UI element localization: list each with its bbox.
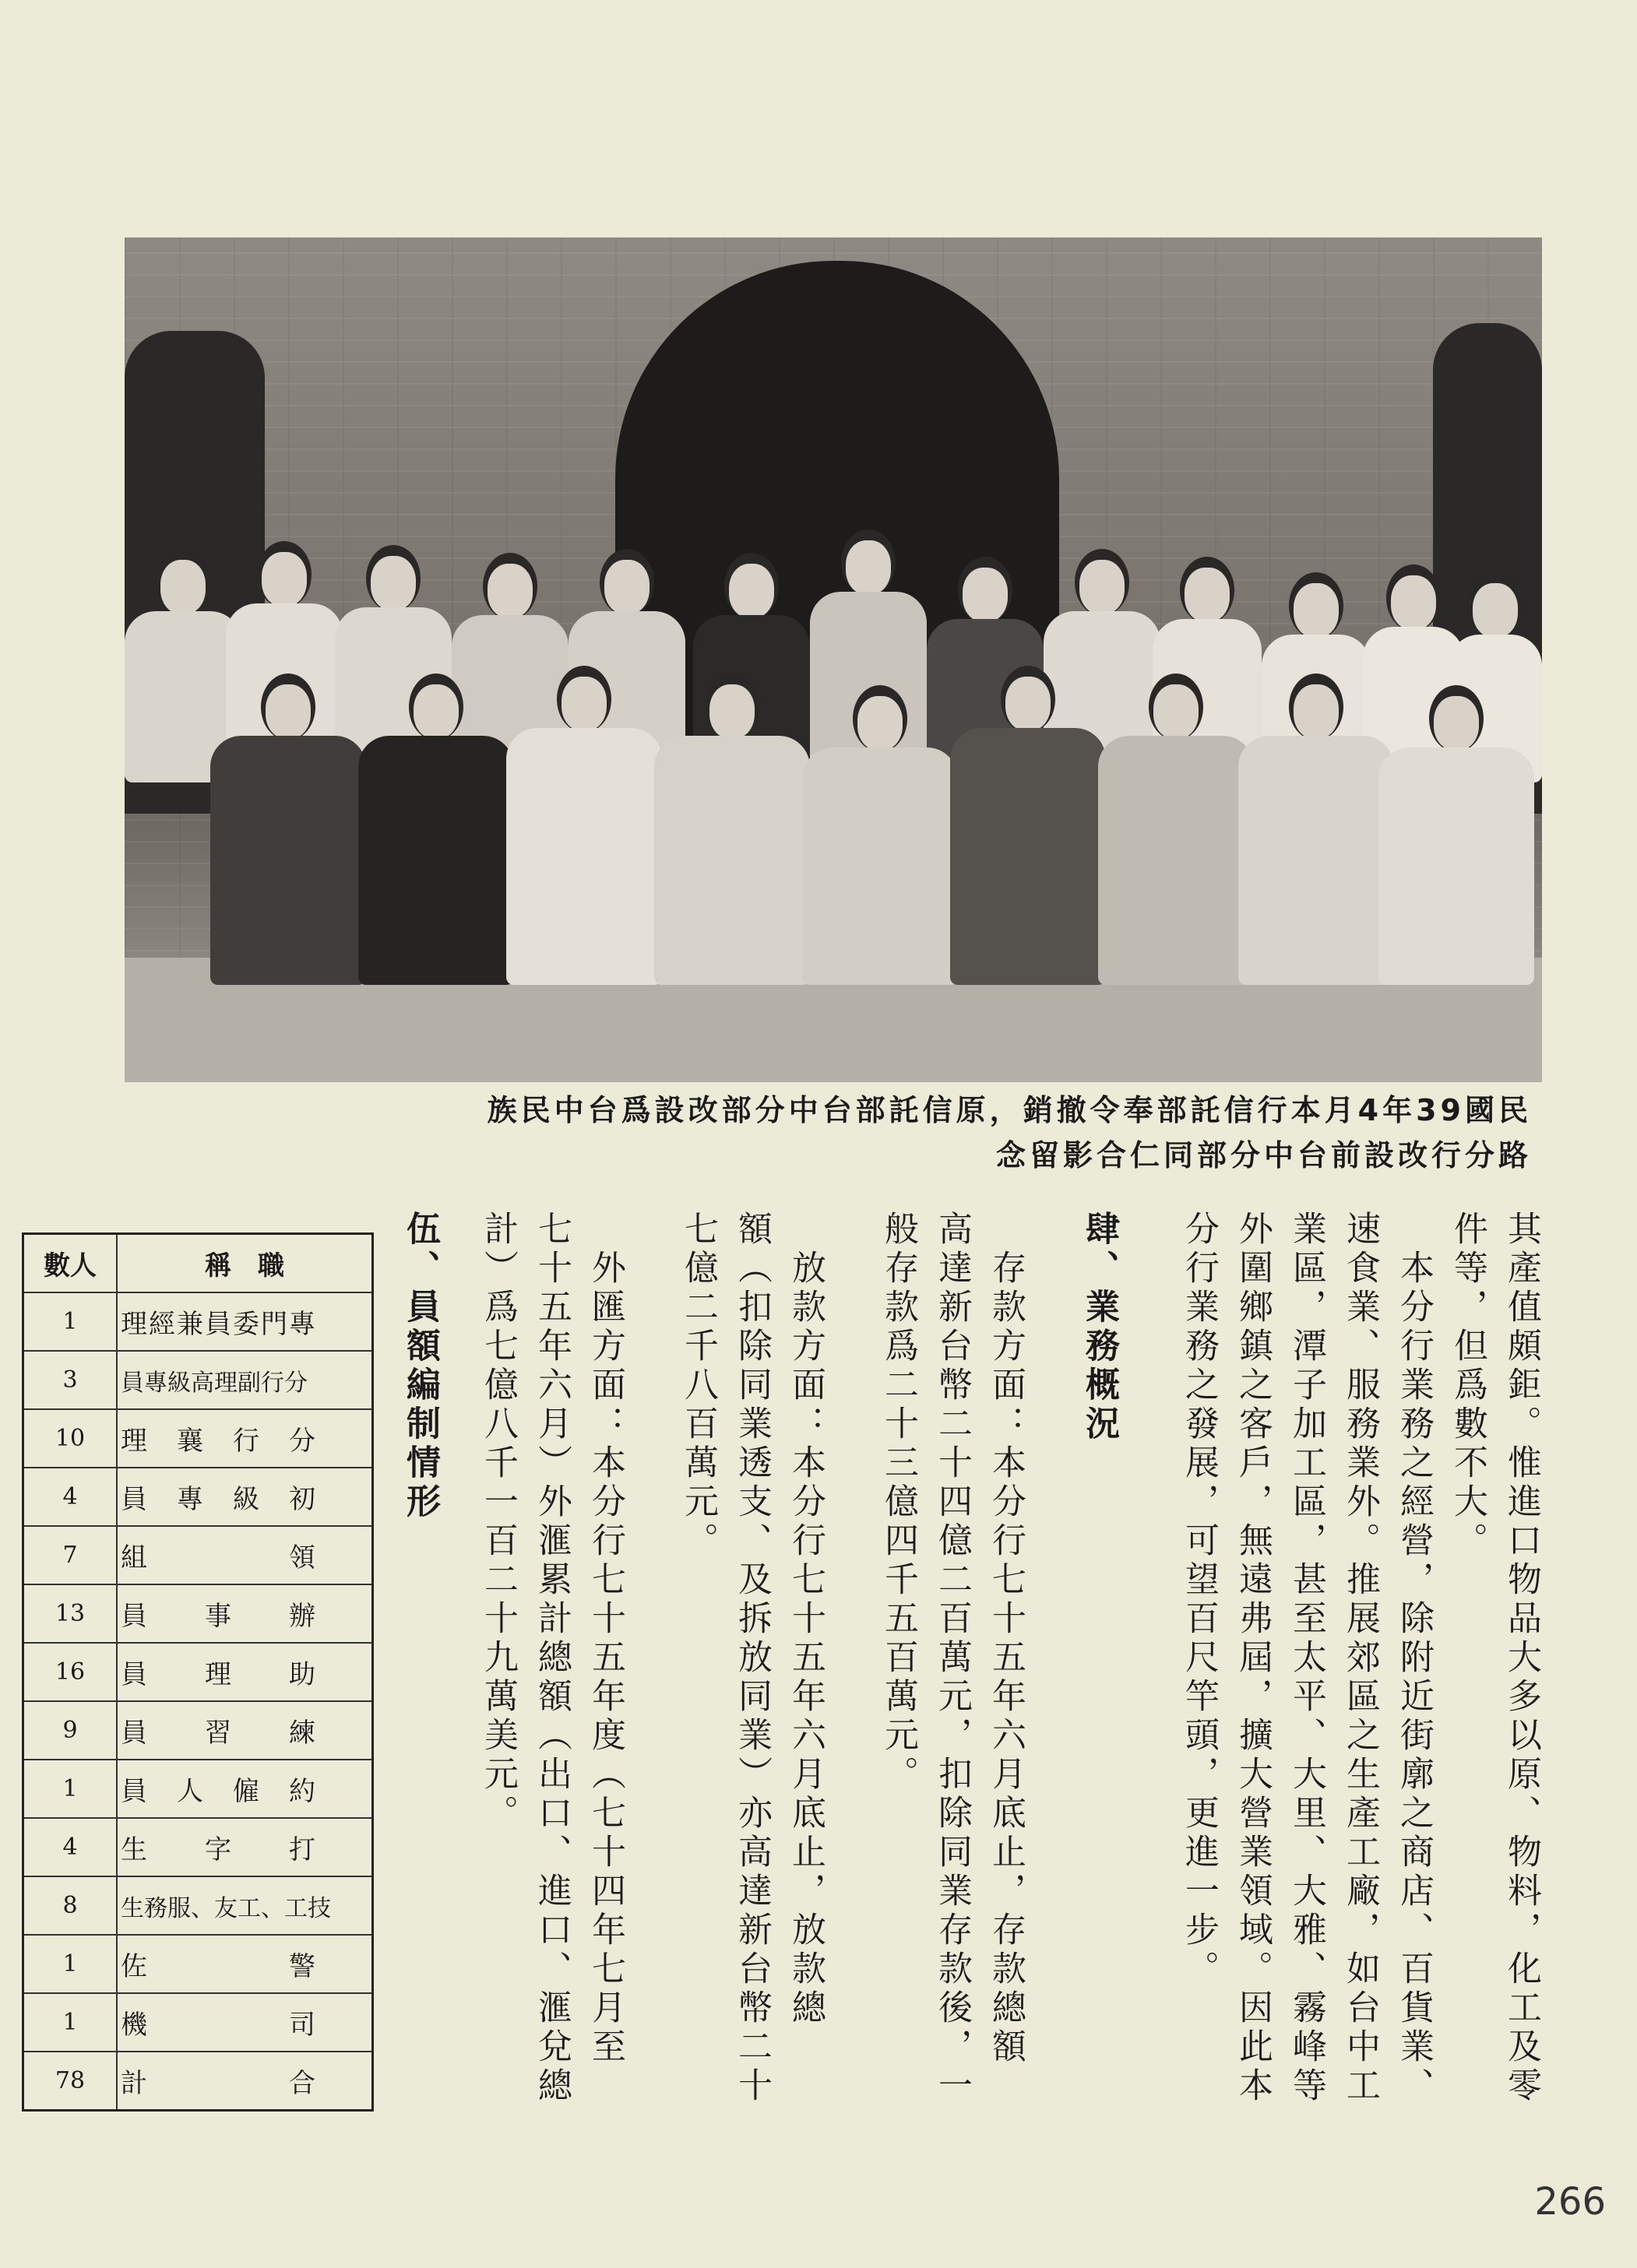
row-count: 1 xyxy=(23,1760,118,1818)
row-count: 1 xyxy=(23,1292,118,1351)
person xyxy=(654,673,810,985)
text-column: 速食業、服務業外。推展郊區之生產工廠，如台中工 xyxy=(1340,1211,1380,2106)
row-title: 員專級高理副行分 xyxy=(117,1351,373,1409)
row-title: 理經兼員委門專 xyxy=(117,1292,373,1351)
text-column: 件等，但爲數不大。 xyxy=(1448,1211,1487,1561)
table-row xyxy=(23,1818,373,1876)
text-column: 其產值頗鉅。惟進口物品大多以原、物料，化工及零 xyxy=(1501,1211,1541,2106)
section-heading-staffing: 伍、員額編制情形 xyxy=(400,1211,440,1522)
row-title: 員 人 僱 約 xyxy=(117,1760,373,1818)
row-title: 機 司 xyxy=(117,1993,373,2052)
row-count: 16 xyxy=(23,1643,118,1701)
page-number: 266 xyxy=(1534,2180,1606,2224)
staff-table xyxy=(22,1232,374,2112)
group-photo xyxy=(125,237,1542,1082)
text-column: 七十五年六月）外滙累計總額（出口、進口、滙兌總 xyxy=(532,1211,572,2106)
person xyxy=(1378,685,1534,985)
text-column: 分行業務之發展，可望百尺竿頭，更進一步。 xyxy=(1179,1211,1219,1989)
text-column: 額（扣除同業透支、及拆放同業）亦高達新台幣二十 xyxy=(732,1211,772,2106)
group-of-people xyxy=(125,549,1542,985)
table-row xyxy=(23,2052,373,2111)
table-row xyxy=(23,1584,373,1643)
row-title: 員 事 辦 xyxy=(117,1584,373,1643)
row-count: 10 xyxy=(23,1409,118,1468)
table-row xyxy=(23,1993,373,2052)
person xyxy=(802,685,958,985)
row-title: 組 領 xyxy=(117,1526,373,1584)
photo-caption-line-1: 族民中台爲設改部分中台部託信原，銷撤令奉部託信行本月4年39國民 xyxy=(487,1093,1532,1127)
row-count: 13 xyxy=(23,1584,118,1643)
table-row xyxy=(23,1292,373,1351)
section-heading-business: 肆、業務概況 xyxy=(1079,1211,1119,1444)
row-count: 1 xyxy=(23,1993,118,2052)
row-title: 生 字 打 xyxy=(117,1818,373,1876)
table-row xyxy=(23,1876,373,1935)
header-title: 稱 職 xyxy=(117,1234,373,1293)
person xyxy=(1238,673,1394,985)
row-count: 4 xyxy=(23,1468,118,1526)
row-title: 佐 警 xyxy=(117,1935,373,1993)
person xyxy=(1098,673,1254,985)
text-column: 般存款爲二十三億四千五百萬元。 xyxy=(878,1211,918,1795)
text-column: 本分行業務之經營，除附近街廓之商店、百貨業、 xyxy=(1394,1211,1434,2106)
text-column: 放款方面：本分行七十五年六月底止，放款總 xyxy=(786,1211,826,2028)
table-header-row xyxy=(23,1234,373,1293)
text-column: 存款方面：本分行七十五年六月底止，存款總額 xyxy=(986,1211,1026,2067)
row-count: 1 xyxy=(23,1935,118,1993)
row-title: 員 理 助 xyxy=(117,1643,373,1701)
person xyxy=(210,673,366,985)
text-column: 業區，潭子加工區，甚至太平、大里、大雅、霧峰等 xyxy=(1287,1211,1326,2106)
text-column: 七億二千八百萬元。 xyxy=(678,1211,718,1561)
row-title: 員 專 級 初 xyxy=(117,1468,373,1526)
row-title: 理 襄 行 分 xyxy=(117,1409,373,1468)
table-row xyxy=(23,1643,373,1701)
table-row xyxy=(23,1468,373,1526)
table-row xyxy=(23,1701,373,1760)
photo-caption-line-2: 念留影合仁同部分中台前設改行分路 xyxy=(995,1138,1532,1173)
header-count: 數人 xyxy=(23,1234,118,1293)
table-row xyxy=(23,1409,373,1468)
row-count: 78 xyxy=(23,2052,118,2111)
person xyxy=(506,666,662,985)
table-row xyxy=(23,1935,373,1993)
person xyxy=(358,673,514,985)
person xyxy=(950,666,1106,985)
text-column: 外圍鄉鎮之客戶，無遠弗屆，擴大營業領域。因此本 xyxy=(1233,1211,1273,2106)
text-column: 高達新台幣二十四億二百萬元，扣除同業存款後，一 xyxy=(932,1211,972,2106)
row-count: 8 xyxy=(23,1876,118,1935)
row-title: 員 習 練 xyxy=(117,1701,373,1760)
table-row xyxy=(23,1526,373,1584)
text-column: 計）爲七億八千一百二十九萬美元。 xyxy=(478,1211,518,1834)
row-count: 9 xyxy=(23,1701,118,1760)
table-row xyxy=(23,1760,373,1818)
text-column: 外匯方面：本分行七十五年度（七十四年七月至 xyxy=(586,1211,625,2067)
row-count: 4 xyxy=(23,1818,118,1876)
row-title: 計 合 xyxy=(117,2052,373,2111)
row-title: 生務服、友工、工技 xyxy=(117,1876,373,1935)
table-row xyxy=(23,1351,373,1409)
row-count: 3 xyxy=(23,1351,118,1409)
row-count: 7 xyxy=(23,1526,118,1584)
